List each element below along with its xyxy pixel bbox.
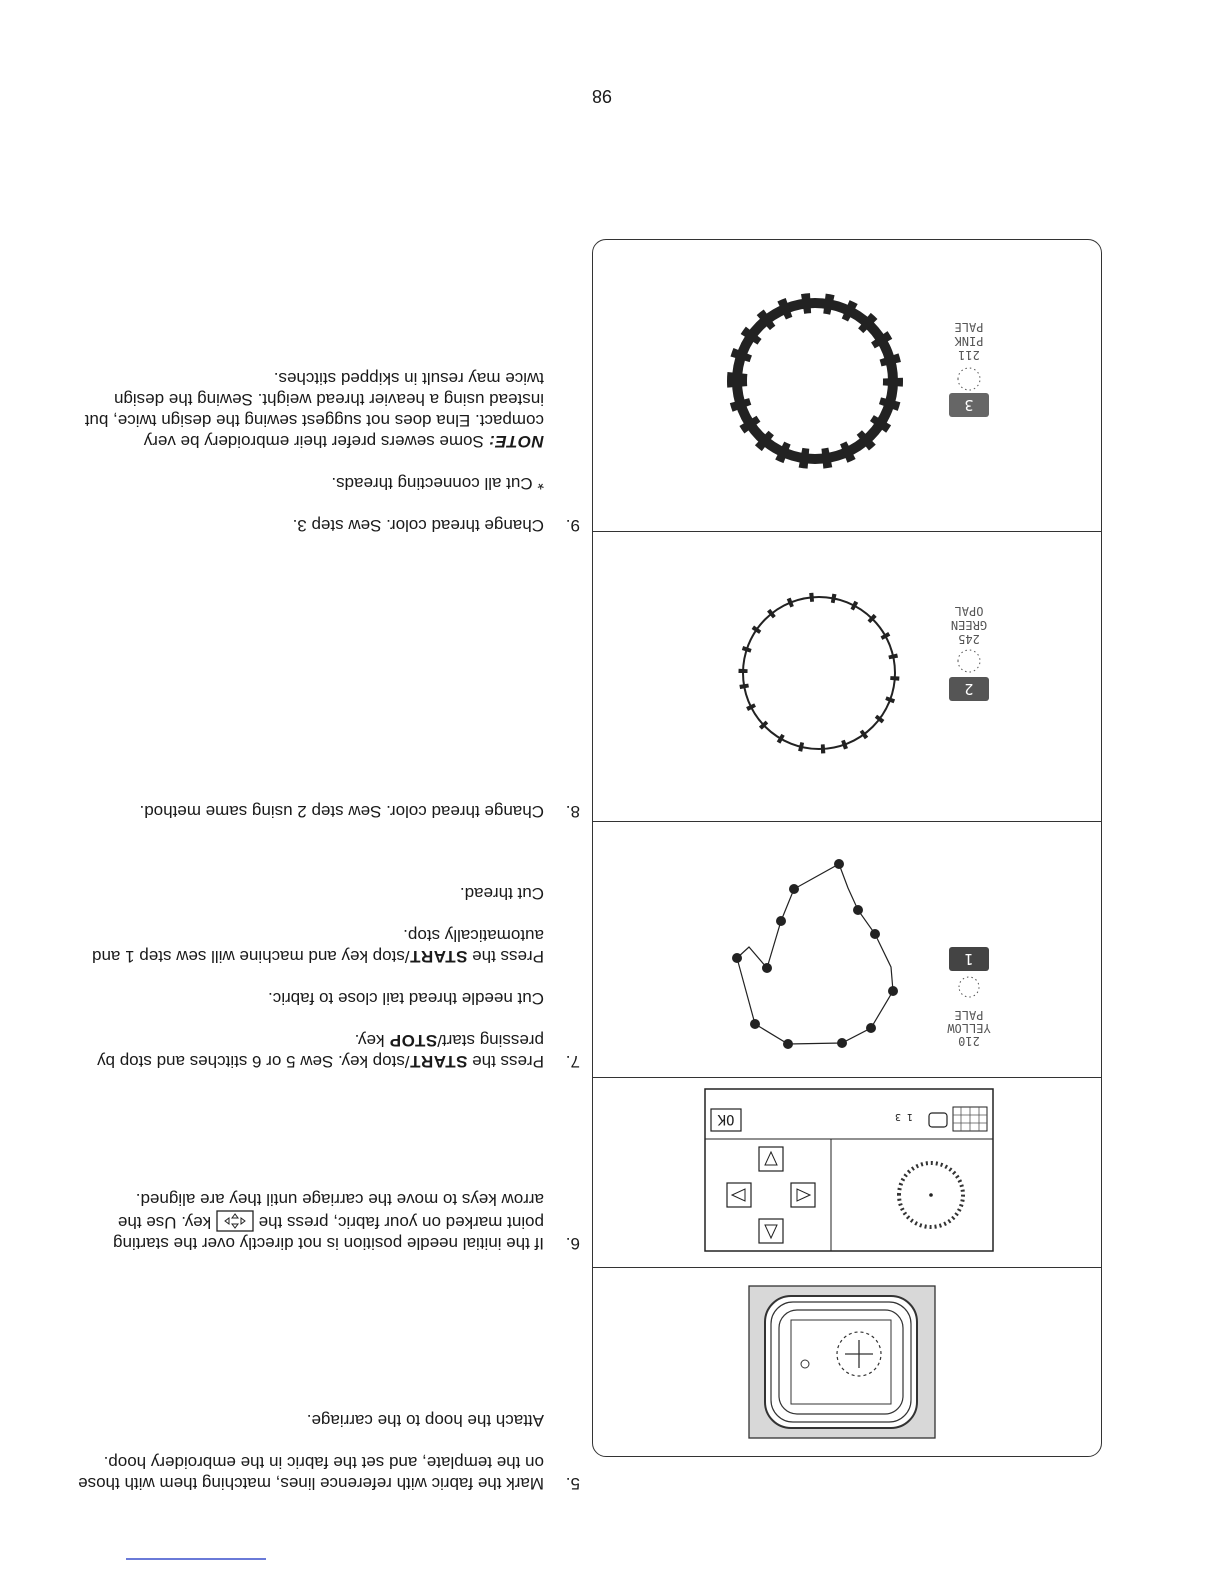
page-rule bbox=[126, 1558, 266, 1560]
thread-name: PALE bbox=[954, 1008, 984, 1022]
hoop-icon bbox=[929, 1113, 947, 1127]
page-number: 98 bbox=[591, 86, 612, 106]
note-text bbox=[74, 368, 544, 452]
step-6 bbox=[74, 1189, 580, 1254]
step-number: 5. bbox=[565, 1474, 580, 1493]
step-number: 9. bbox=[565, 516, 580, 535]
step-text-part: /stop key. Sew 5 or 6 stitches and stop by pressing start/ bbox=[97, 1031, 544, 1071]
step-text-part: key. bbox=[354, 1031, 385, 1050]
color-step-number: 1 bbox=[964, 950, 974, 968]
step-text-part: key. Use the arrow keys to move the carriage until they are aligned. bbox=[117, 1190, 544, 1232]
step-text bbox=[74, 1030, 544, 1072]
step-text: Cut needle thread tail close to fabric. bbox=[268, 989, 544, 1008]
step-text bbox=[74, 925, 544, 967]
start-key-label: START bbox=[409, 1052, 468, 1071]
ok-label: OK bbox=[717, 1111, 735, 1127]
step-text: Attach the hoop to the carriage. bbox=[306, 1411, 544, 1430]
step-number: 6. bbox=[565, 1234, 580, 1253]
lcd-screen-illustration bbox=[593, 1077, 1101, 1268]
thread-name: PINK bbox=[954, 334, 984, 348]
step-text: Cut thread. bbox=[459, 884, 544, 903]
step-number: 8. bbox=[565, 802, 580, 821]
step-number: 7. bbox=[565, 1052, 580, 1071]
start-key-label: START bbox=[409, 947, 468, 966]
color-step-badge bbox=[949, 947, 989, 971]
step-5 bbox=[74, 1410, 580, 1494]
color-step-3-panel bbox=[593, 239, 1101, 532]
step-text: Mark the fabric with reference lines, matching them with those on the template, and set the fabric in the embroidery hoop. bbox=[78, 1453, 544, 1493]
step-8 bbox=[74, 801, 580, 822]
step-text: Change thread color. Sew step 2 using same method. bbox=[139, 802, 544, 821]
color-step-2-panel bbox=[593, 531, 1101, 822]
thread-code: 245 bbox=[958, 632, 980, 646]
hoop-illustration bbox=[593, 1268, 1101, 1456]
step-text-part: Some sewers prefer their embroidery be very compact. Elna does not suggest sewing the design twice, but instead using a heavier thread weight. Sewing the design twice may result in skipped stitches. bbox=[84, 369, 544, 451]
thread-name: OPAL bbox=[954, 604, 984, 618]
ok-button[interactable] bbox=[711, 1109, 741, 1131]
thread-name: YELLOW bbox=[947, 1021, 991, 1035]
color-step-badge bbox=[949, 677, 989, 701]
thread-name: PALE bbox=[954, 320, 984, 334]
step-text: Change thread color. Sew step 3. bbox=[292, 516, 544, 535]
color-step-number: 3 bbox=[964, 396, 974, 414]
stitch-counter: 1 3 bbox=[894, 1111, 913, 1122]
step-text-part: /stop key and machine will sew step 1 and automatically stop. bbox=[92, 926, 544, 966]
stop-key-label: STOP bbox=[389, 1031, 438, 1050]
thread-code: 210 bbox=[958, 1034, 980, 1048]
step-9 bbox=[74, 368, 580, 536]
step-text-part: If the initial needle position is not directly over the starting point marked on your fabric, press the bbox=[113, 1213, 544, 1253]
thread-name: GREEN bbox=[950, 618, 988, 632]
step-text-part: Press the bbox=[472, 1052, 544, 1071]
thread-code: 211 bbox=[958, 348, 980, 362]
move-keys-icon bbox=[216, 1210, 254, 1232]
step-7 bbox=[74, 883, 580, 1072]
step-text-part: Press the bbox=[472, 947, 544, 966]
color-step-1-panel bbox=[593, 821, 1101, 1078]
color-step-number: 2 bbox=[964, 680, 974, 698]
illustration-column bbox=[592, 239, 1102, 1457]
step-text: * Cut all connecting threads. bbox=[331, 474, 544, 493]
color-step-badge bbox=[949, 393, 989, 417]
note-label: NOTE: bbox=[488, 432, 544, 451]
step-text bbox=[74, 1189, 544, 1254]
